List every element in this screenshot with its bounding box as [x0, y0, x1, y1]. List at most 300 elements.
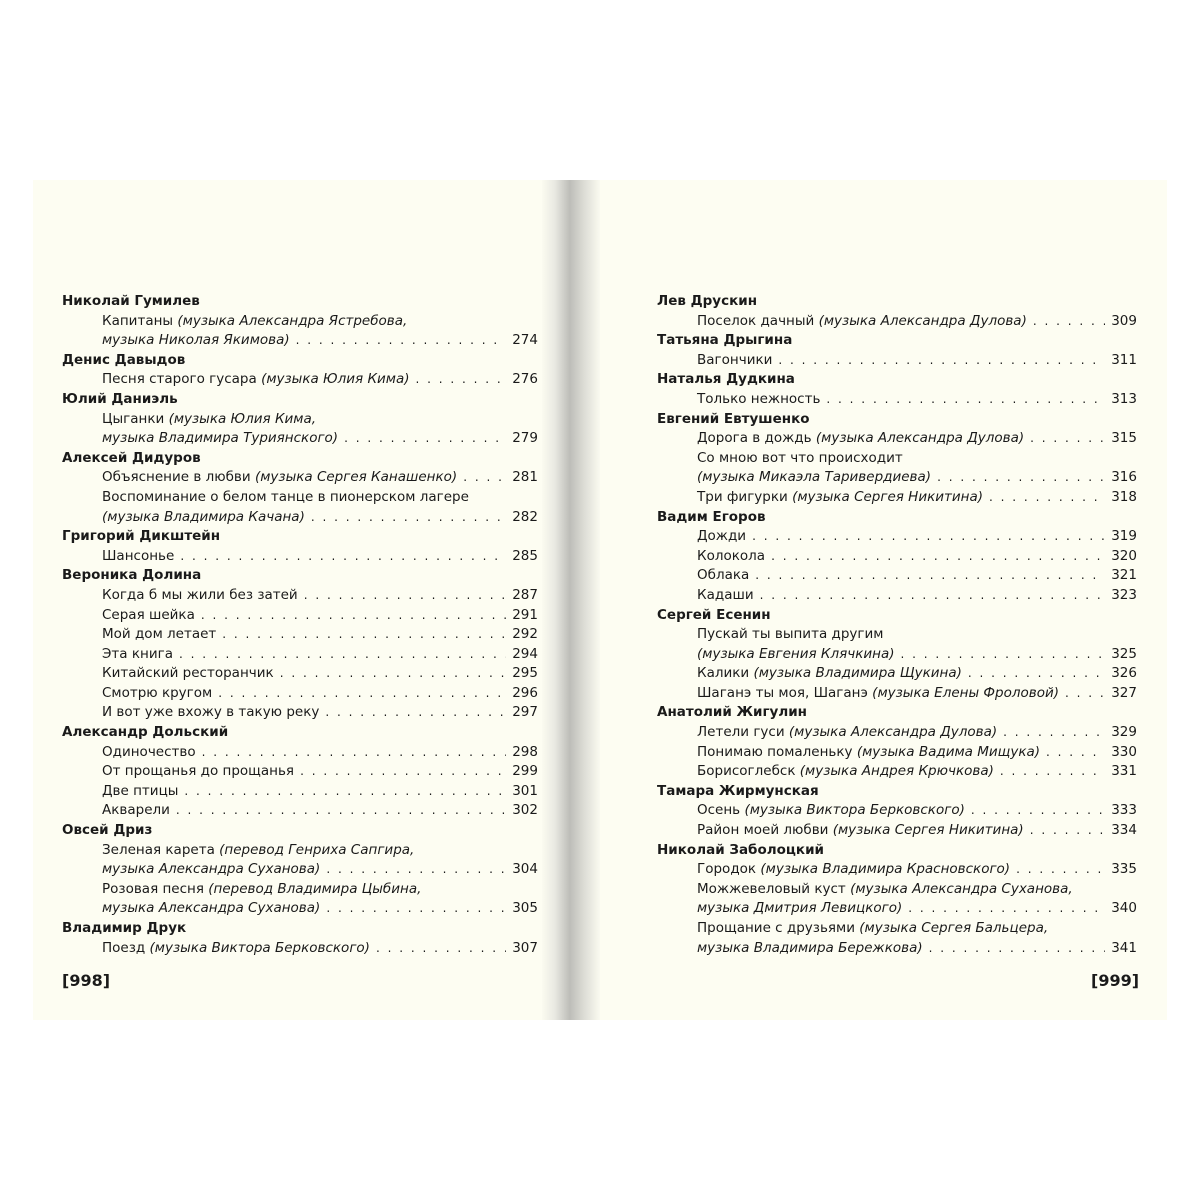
dot-leader [222, 625, 506, 645]
entry-text [697, 664, 962, 684]
entry-text [102, 762, 294, 782]
toc-line [697, 625, 1137, 645]
dot-leader [326, 899, 506, 919]
song-title: Объяснение в любви [102, 469, 255, 486]
toc-line [102, 331, 538, 351]
author-name: Александр Дольский [62, 724, 229, 741]
page-ref: 329 [1111, 724, 1137, 741]
entry-text [102, 841, 414, 861]
dot-leader [989, 488, 1105, 508]
song-title: Капитаны [102, 312, 178, 329]
dot-leader [1003, 723, 1105, 743]
page-ref: 304 [512, 861, 538, 878]
page-ref: 274 [512, 332, 538, 349]
author-block [657, 292, 1137, 331]
entry-text [102, 860, 320, 880]
toc-entry [657, 664, 1137, 684]
author-block [657, 370, 1137, 409]
right-page-number: [999] [1091, 971, 1140, 990]
page-ref: 313 [1111, 390, 1137, 407]
entry-text [102, 547, 174, 567]
entry-text [102, 939, 370, 959]
author-block [657, 331, 1137, 370]
toc-entry [657, 762, 1137, 782]
page-ref: 318 [1111, 488, 1137, 505]
dot-leader [300, 762, 506, 782]
entry-text [697, 488, 983, 508]
dot-leader [1030, 821, 1105, 841]
dot-leader [826, 390, 1105, 410]
toc-line [697, 743, 1137, 763]
toc-entry [657, 625, 1137, 664]
toc-entry [657, 821, 1137, 841]
toc-line [697, 468, 1137, 488]
page-ref: 296 [512, 684, 538, 701]
toc-entry [657, 449, 1137, 488]
author-block [62, 821, 538, 919]
page-ref: 333 [1111, 802, 1137, 819]
song-title: Смотрю кругом [102, 684, 213, 701]
page-ref: 295 [512, 665, 538, 682]
credit-note: (музыка Юлия Кима) [261, 371, 410, 388]
credit-note: (музыка Сергея Никитина) [832, 822, 1024, 839]
toc-line [697, 684, 1137, 704]
toc-entry [657, 429, 1137, 449]
toc-line [102, 703, 538, 723]
entry-text [102, 468, 457, 488]
entry-text [697, 743, 1040, 763]
entry-text [697, 312, 1027, 332]
entry-text [697, 821, 1024, 841]
entry-text [102, 743, 196, 763]
page-ref: 279 [512, 430, 538, 447]
toc-line [697, 821, 1137, 841]
toc-entry [657, 684, 1137, 704]
page-ref: 305 [512, 900, 538, 917]
toc-entry [657, 566, 1137, 586]
toc-line [697, 899, 1137, 919]
credit-note: (музыка Андрея Крючкова) [799, 763, 994, 780]
author-block [62, 351, 538, 390]
entry-text [102, 429, 338, 449]
toc-line [102, 429, 538, 449]
toc-line [697, 566, 1137, 586]
dot-leader [1016, 860, 1105, 880]
page-ref: 330 [1111, 743, 1137, 760]
toc-entry [657, 390, 1137, 410]
credit-note: (музыка Александра Суханова, [850, 880, 1073, 897]
song-title: Зеленая карета [102, 841, 220, 858]
song-title: Район моей любви [697, 822, 833, 839]
author-block [657, 841, 1137, 959]
toc-entry [657, 743, 1137, 763]
page-ref: 292 [512, 626, 538, 643]
dot-leader [376, 939, 506, 959]
toc-entry [62, 782, 538, 802]
toc-line [697, 312, 1137, 332]
entry-text [697, 880, 1073, 900]
toc-entry [657, 547, 1137, 567]
credit-note: (музыка Евгения Клячкина) [697, 645, 895, 662]
toc-line [102, 508, 538, 528]
author-block [62, 527, 538, 566]
song-title: От прощанья до прощанья [102, 763, 295, 780]
credit-note: (музыка Елены Фроловой) [872, 684, 1060, 701]
song-title: Розовая песня [102, 880, 209, 897]
author-block [657, 508, 1137, 606]
toc-line [102, 899, 538, 919]
song-title: Серая шейка [102, 606, 195, 623]
dot-leader [326, 860, 506, 880]
entry-text [102, 899, 320, 919]
dot-leader [755, 566, 1105, 586]
dot-leader [416, 370, 506, 390]
dot-leader [1046, 743, 1105, 763]
toc-entry [62, 645, 538, 665]
song-title: И вот уже вхожу в такую реку [102, 704, 320, 721]
page-ref: 315 [1111, 430, 1137, 447]
toc-line [102, 488, 538, 508]
dot-leader [218, 684, 506, 704]
page-ref: 291 [512, 606, 538, 623]
dot-leader [1030, 429, 1105, 449]
dot-leader [176, 801, 506, 821]
toc-line [697, 723, 1137, 743]
page-ref: 321 [1111, 567, 1137, 584]
author-name: Тамара Жирмунская [657, 782, 819, 799]
author-name: Николай Заболоцкий [657, 841, 825, 858]
credit-note: (музыка Владимира Красновского) [760, 861, 1011, 878]
entry-text [102, 782, 178, 802]
credit-note: музыка Владимира Туриянского) [102, 430, 339, 447]
credit-note: (музыка Юлия Кима, [168, 410, 317, 427]
left-page-number: [998] [62, 971, 111, 990]
song-title: Мой дом летает [102, 626, 217, 643]
entry-text [102, 508, 305, 528]
entry-text [697, 645, 895, 665]
song-title: Прощание с друзьями [697, 920, 860, 936]
toc-line [697, 547, 1137, 567]
song-title: Калики [697, 665, 754, 682]
page-ref: 309 [1111, 312, 1137, 329]
toc-entry [62, 684, 538, 704]
entry-text [697, 939, 923, 959]
author-block [62, 566, 538, 723]
credit-note: (музыка Сергея Канашенко) [254, 469, 458, 486]
dot-leader [296, 331, 506, 351]
toc-line [697, 488, 1137, 508]
page-ref: 301 [512, 782, 538, 799]
page-ref: 316 [1111, 469, 1137, 486]
entry-text [697, 468, 931, 488]
entry-text [102, 312, 407, 332]
dot-leader [180, 547, 506, 567]
entry-text [102, 645, 173, 665]
author-block [657, 410, 1137, 508]
toc-line [697, 586, 1137, 606]
toc-line [697, 880, 1137, 900]
dot-leader [201, 606, 506, 626]
toc-line [697, 939, 1137, 959]
toc-line [102, 606, 538, 626]
toc-line [697, 351, 1137, 371]
song-title: Понимаю помаленьку [697, 743, 857, 760]
page-ref: 323 [1111, 586, 1137, 603]
book-gutter [542, 180, 600, 1020]
dot-leader [760, 586, 1105, 606]
toc-entry [657, 860, 1137, 880]
toc-line [102, 841, 538, 861]
page-ref: 282 [512, 508, 538, 525]
dot-leader [968, 664, 1105, 684]
song-title: Только нежность [697, 390, 821, 407]
dot-leader [1065, 684, 1105, 704]
author-block [657, 606, 1137, 704]
toc-entry [657, 488, 1137, 508]
right-page-contents [657, 292, 1137, 958]
song-title: Три фигурки [697, 488, 793, 505]
toc-line [102, 782, 538, 802]
toc-entry [62, 664, 538, 684]
credit-note: (музыка Микаэла Таривердиева) [697, 469, 932, 486]
entry-text [697, 625, 883, 645]
entry-text [102, 331, 290, 351]
entry-text [102, 488, 469, 508]
toc-line [102, 880, 538, 900]
author-name: Вадим Егоров [657, 508, 766, 525]
page-ref: 325 [1111, 645, 1137, 662]
page-ref: 302 [512, 802, 538, 819]
page-ref: 331 [1111, 763, 1137, 780]
author-name: Наталья Дудкина [657, 371, 795, 388]
dot-leader [1033, 312, 1105, 332]
credit-note: (музыка Владимира Качана) [102, 508, 305, 525]
credit-note: (музыка Сергея Никитина) [792, 488, 984, 505]
toc-line [697, 429, 1137, 449]
song-title: Можжевеловый куст [697, 880, 851, 897]
toc-line [102, 664, 538, 684]
dot-leader [463, 468, 506, 488]
song-title: Поезд [102, 939, 150, 956]
entry-text [697, 449, 903, 469]
song-title: Дорога в дождь [697, 430, 816, 447]
entry-text [697, 586, 754, 606]
credit-note: (музыка Александра Дулова) [788, 724, 998, 741]
song-title: Летели гуси [697, 724, 789, 741]
toc-line [102, 801, 538, 821]
entry-text [697, 860, 1010, 880]
author-block [62, 723, 538, 821]
song-title: Пускай ты выпита другим [697, 626, 884, 643]
dot-leader [971, 801, 1105, 821]
entry-text [697, 723, 997, 743]
song-title: Шансонье [102, 547, 175, 564]
entry-text [102, 703, 319, 723]
credit-note: музыка Александра Суханова) [102, 900, 321, 917]
toc-entry [62, 370, 538, 390]
entry-text [697, 899, 902, 919]
song-title: Поселок дачный [697, 312, 819, 329]
left-page-contents [62, 292, 538, 958]
song-title: Две птицы [102, 782, 179, 799]
author-name: Николай Гумилев [62, 293, 200, 309]
author-name: Вероника Долина [62, 567, 202, 584]
entry-text [697, 351, 772, 371]
toc-entry [62, 625, 538, 645]
toc-entry [657, 919, 1137, 958]
page-ref: 276 [512, 371, 538, 388]
entry-text [102, 664, 274, 684]
toc-line [102, 684, 538, 704]
page-ref: 298 [512, 743, 538, 760]
toc-entry [657, 527, 1137, 547]
song-title: Облака [697, 567, 750, 584]
author-block [62, 919, 538, 958]
song-title: Борисоглебск [697, 763, 800, 780]
page-ref: 327 [1111, 684, 1137, 701]
song-title: Осень [697, 802, 745, 819]
toc-entry [657, 586, 1137, 606]
song-title: Песня старого гусара [102, 371, 262, 388]
page-ref: 299 [512, 763, 538, 780]
toc-entry [657, 312, 1137, 332]
author-name: Евгений Евтушенко [657, 410, 810, 427]
author-name: Владимир Друк [62, 920, 187, 936]
credit-note: музыка Дмитрия Левицкого) [697, 900, 903, 917]
entry-text [102, 801, 170, 821]
toc-line [697, 860, 1137, 880]
toc-line [102, 312, 538, 332]
song-title: Акварели [102, 802, 170, 819]
author-name: Юлий Даниэль [62, 390, 178, 407]
dot-leader [179, 645, 506, 665]
dot-leader [1000, 762, 1105, 782]
toc-line [697, 390, 1137, 410]
credit-note: (музыка Александра Ястребова, [177, 312, 408, 329]
page-ref: 307 [512, 939, 538, 956]
page-ref: 340 [1111, 900, 1137, 917]
toc-line [102, 860, 538, 880]
dot-leader [901, 645, 1106, 665]
author-name: Овсей Дриз [62, 822, 153, 839]
toc-entry [62, 468, 538, 488]
toc-line [102, 547, 538, 567]
author-name: Денис Давыдов [62, 351, 186, 368]
toc-entry [62, 586, 538, 606]
toc-entry [62, 703, 538, 723]
entry-text [102, 880, 421, 900]
toc-line [102, 625, 538, 645]
entry-text [697, 801, 965, 821]
credit-note: (музыка Виктора Берковского) [149, 939, 370, 956]
dot-leader [202, 743, 506, 763]
credit-note: (музыка Владимира Щукина) [753, 665, 962, 682]
author-block [657, 782, 1137, 841]
song-title: Воспоминание о белом танце в пионерском лагере [102, 488, 469, 505]
dot-leader [280, 664, 506, 684]
toc-entry [62, 410, 538, 449]
dot-leader [908, 899, 1105, 919]
toc-entry [62, 880, 538, 919]
author-name: Алексей Дидуров [62, 449, 201, 466]
dot-leader [937, 468, 1105, 488]
entry-text [102, 410, 316, 430]
toc-entry [62, 801, 538, 821]
dot-leader [344, 429, 506, 449]
author-block [657, 703, 1137, 781]
page-ref: 341 [1111, 939, 1137, 956]
credit-note: (перевод Генриха Сапгира, [219, 841, 415, 858]
song-title: Вагончики [697, 351, 773, 368]
toc-line [102, 939, 538, 959]
song-title: Когда б мы жили без затей [102, 586, 298, 603]
dot-leader [304, 586, 506, 606]
toc-entry [657, 723, 1137, 743]
song-title: Цыганки [102, 410, 169, 427]
toc-entry [62, 841, 538, 880]
toc-entry [657, 801, 1137, 821]
song-title: Городок [697, 861, 761, 878]
toc-line [697, 449, 1137, 469]
song-title: Колокола [697, 547, 766, 564]
credit-note: музыка Владимира Бережкова) [697, 939, 923, 956]
dot-leader [752, 527, 1105, 547]
credit-note: (музыка Александра Дулова) [815, 430, 1025, 447]
song-title: Шаганэ ты моя, Шаганэ [697, 684, 873, 701]
author-block [62, 292, 538, 351]
entry-text [697, 566, 749, 586]
page-ref: 334 [1111, 822, 1137, 839]
author-block [62, 449, 538, 527]
author-name: Лев Друскин [657, 293, 758, 309]
toc-entry [62, 762, 538, 782]
page-ref: 294 [512, 645, 538, 662]
song-title: Кадаши [697, 586, 754, 603]
toc-entry [62, 743, 538, 763]
author-name: Сергей Есенин [657, 606, 771, 623]
page-ref: 320 [1111, 547, 1137, 564]
song-title: Со мною вот что происходит [697, 449, 903, 466]
toc-entry [62, 606, 538, 626]
toc-line [697, 527, 1137, 547]
toc-entry [62, 939, 538, 959]
toc-line [697, 762, 1137, 782]
entry-text [697, 390, 820, 410]
toc-line [102, 762, 538, 782]
credit-note: музыка Николая Якимова) [102, 332, 290, 349]
page-ref: 311 [1111, 351, 1137, 368]
page-ref: 326 [1111, 665, 1137, 682]
entry-text [102, 370, 410, 390]
dot-leader [311, 508, 506, 528]
page-ref: 287 [512, 586, 538, 603]
entry-text [697, 762, 994, 782]
dot-leader [778, 351, 1105, 371]
toc-line [697, 801, 1137, 821]
toc-entry [657, 880, 1137, 919]
credit-note: (музыка Виктора Берковского) [744, 802, 965, 819]
page-ref: 335 [1111, 861, 1137, 878]
song-title: Китайский ресторанчик [102, 665, 274, 682]
entry-text [697, 547, 765, 567]
entry-text [102, 606, 195, 626]
toc-line [102, 410, 538, 430]
toc-entry [62, 312, 538, 351]
toc-line [697, 664, 1137, 684]
author-name: Анатолий Жигулин [657, 704, 808, 721]
song-title: Одиночество [102, 743, 196, 760]
toc-line [697, 919, 1137, 939]
